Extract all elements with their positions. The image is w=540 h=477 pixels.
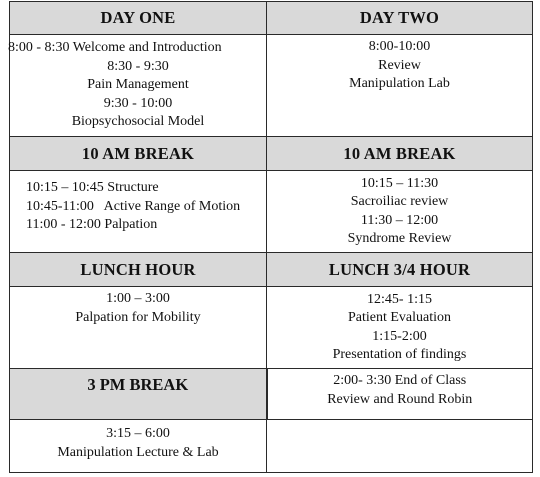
day-one-late-afternoon-cell xyxy=(10,420,267,473)
late-morning-row xyxy=(10,171,533,253)
break-row-1 xyxy=(10,137,533,171)
break-header-left-2: 3 PM BREAK xyxy=(10,369,267,420)
schedule-line: Presentation of findings xyxy=(332,347,467,362)
break-header-left: 10 AM BREAK xyxy=(10,137,267,171)
schedule-line: 1:00 – 3:00 xyxy=(106,291,170,306)
day-two-afternoon-cell xyxy=(267,287,533,369)
day-two-morning-cell xyxy=(267,35,533,137)
schedule-line: Pain Management xyxy=(87,77,189,93)
schedule-line: 3:15 – 6:00 xyxy=(106,426,170,441)
day-two-late-morning-cell xyxy=(267,171,533,253)
schedule-line: Biopsychosocial Model xyxy=(71,114,205,130)
schedule-line: 11:00 - 12:00 Palpation xyxy=(26,217,158,232)
schedule-line: 10:15 – 11:30 xyxy=(360,175,439,191)
schedule-line: 10:15 – 10:45 Structure xyxy=(26,180,159,195)
schedule-line: Manipulation Lecture & Lab xyxy=(57,444,219,460)
day-two-header: DAY TWO xyxy=(267,2,533,35)
lunch-row xyxy=(10,253,533,287)
day-two-end-of-class-cell xyxy=(267,369,533,420)
schedule-line: 8:00 - 8:30 Welcome and Introduction xyxy=(8,40,222,56)
schedule-line: 8:00-10:00 xyxy=(368,39,431,54)
schedule-line: Sacroiliac review xyxy=(350,194,449,209)
schedule-line: 9:30 - 10:00 xyxy=(103,95,173,111)
schedule-line: Review xyxy=(378,57,421,73)
lunch-header-right: LUNCH 3/4 HOUR xyxy=(267,253,533,287)
schedule-line: Review and Round Robin xyxy=(327,391,473,407)
schedule-line: 12:45- 1:15 xyxy=(367,291,432,307)
morning-row xyxy=(10,35,533,137)
day-one-afternoon-cell xyxy=(10,287,267,369)
schedule-line: 1:15-2:00 xyxy=(372,328,427,344)
header-row-days xyxy=(10,2,533,35)
late-afternoon-break-row xyxy=(10,369,533,420)
break-header-right: 10 AM BREAK xyxy=(267,137,533,171)
schedule-line: Palpation for Mobility xyxy=(75,309,201,325)
schedule-line: Patient Evaluation xyxy=(347,310,452,325)
schedule-table xyxy=(9,1,533,473)
schedule-line: Syndrome Review xyxy=(347,231,452,246)
schedule-line: Manipulation Lab xyxy=(349,76,450,91)
lunch-header-left: LUNCH HOUR xyxy=(10,253,267,287)
schedule-line: 2:00- 3:30 End of Class xyxy=(333,373,467,388)
late-afternoon-row xyxy=(10,420,533,473)
afternoon-row xyxy=(10,287,533,369)
day-two-late-afternoon-cell xyxy=(267,420,533,473)
schedule-line: 11:30 – 12:00 xyxy=(360,212,439,228)
schedule-line: 8:30 - 9:30 xyxy=(107,58,169,74)
day-one-header: DAY ONE xyxy=(10,2,267,35)
day-one-late-morning-cell xyxy=(10,171,267,253)
day-one-morning-cell xyxy=(10,35,267,137)
schedule-line: 10:45-11:00 Active Range of Motion xyxy=(26,198,241,214)
